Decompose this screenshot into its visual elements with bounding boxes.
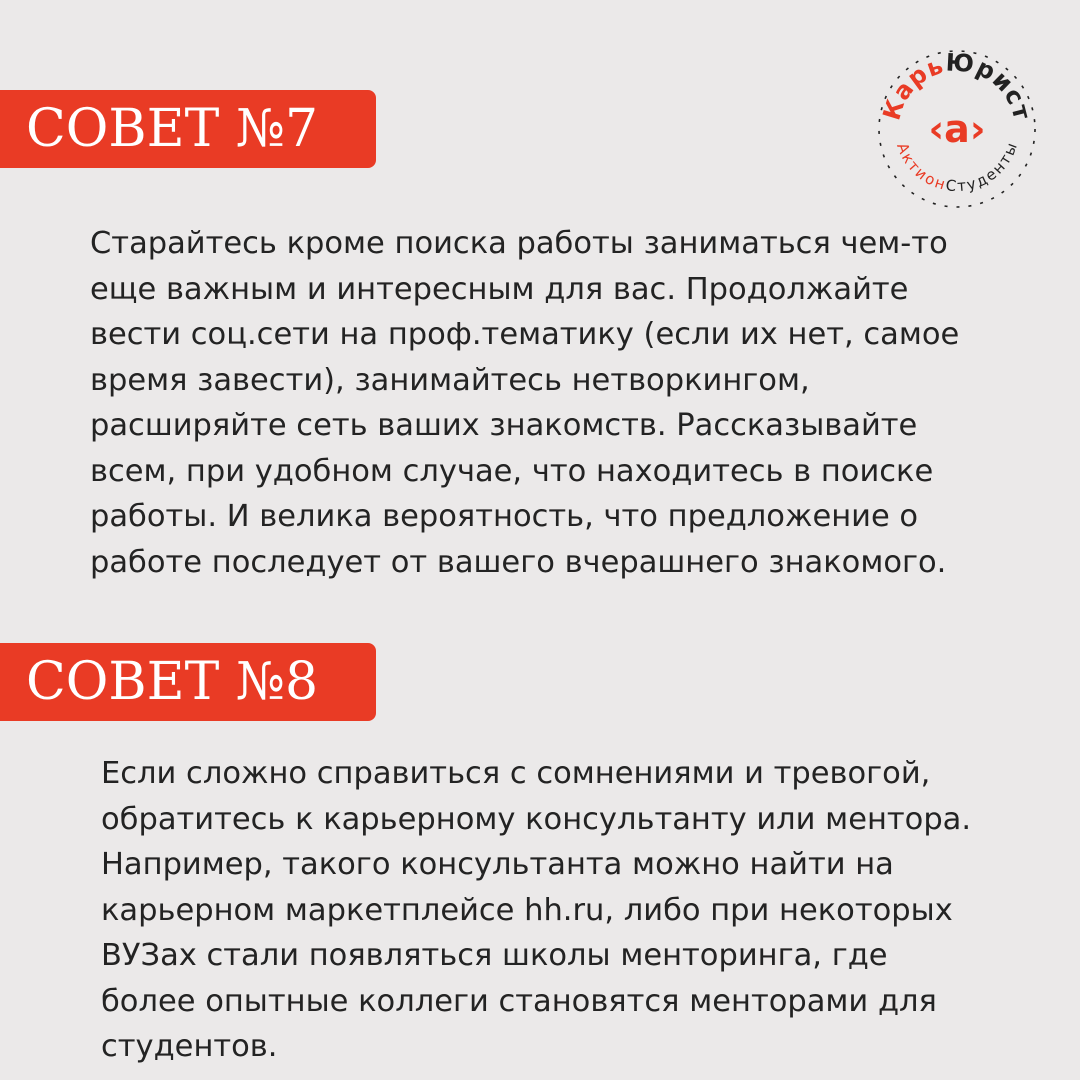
tip-8-text: Если сложно справиться с сомнениями и тревогой, обратитесь к карьерному консультанту или ментора. Например, такого консультанта можно найти на карьерном маркетплейсе hh.ru, либо при некоторых ВУЗах стали появляться школы менторинга, где более опытные коллеги становятся менторами для студентов. xyxy=(101,756,972,1064)
tip-8-title: СОВЕТ №8 xyxy=(26,652,319,712)
tip-7-title: СОВЕТ №7 xyxy=(26,99,319,159)
logo-at-symbol: ‹a› xyxy=(928,107,986,151)
logo-bottom-text: АктионСтуденты xyxy=(892,140,1022,196)
tip-8-badge xyxy=(0,643,376,721)
logo-top-text: КарьЮрист xyxy=(877,48,1037,124)
tip-7-badge xyxy=(0,90,376,168)
tip-7-text: Старайтесь кроме поиска работы заниматься чем-то еще важным и интересным для вас. Продолжайте вести соц.сети на проф.тематику (если их нет, самое время завести), занимайтесь нетворкингом, расширяйте сеть ваших знакомств. Рассказывайте всем, при удобном случае, что находитесь в поиске работы. И велика вероятность, что предложение о работе последует от вашего вчерашнего знакомого. xyxy=(90,226,960,580)
karyurist-logo xyxy=(872,44,1042,214)
